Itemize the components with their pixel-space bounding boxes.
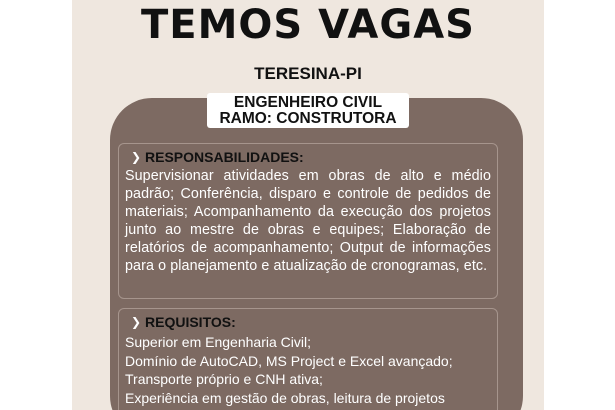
city-label: TERESINA-PI [254,64,362,83]
responsibilities-text: Supervisionar atividades em obras de alto e médio padrão; Conferência, disparo e controle de pedidos de materiais; Acompanhamento da execução dos projetos junto ao mestre de obras e equipes; Elaboração de relatórios de acompanhamento; Output de informações para o planejamento e atualização de cronogramas, etc. [125,168,491,274]
role-sector: RAMO: CONSTRUTORA [219,110,397,127]
chevron-right-icon: ❯ [131,315,142,329]
role-title: ENGENHEIRO CIVIL [233,94,383,111]
job-poster [72,0,544,410]
requirements-section [118,308,498,410]
responsibilities-section [118,143,498,299]
requirements-list [125,333,491,407]
list-item: Superior em Engenharia Civil; [125,334,311,350]
headline: TEMOS VAGAS [141,2,475,48]
requirements-heading [131,313,491,331]
chevron-right-icon: ❯ [131,150,142,164]
responsibilities-title: RESPONSABILIDADES: [145,149,304,165]
list-item: Transporte próprio e CNH ativa; [125,371,323,387]
list-item: Domínio de AutoCAD, MS Project e Excel avançado; [125,352,453,369]
role-tag [207,93,409,128]
requirements-title: REQUISITOS: [145,314,236,330]
responsibilities-heading [131,148,491,166]
list-item: Experiência em gestão de obras, leitura de projetos [125,389,445,406]
